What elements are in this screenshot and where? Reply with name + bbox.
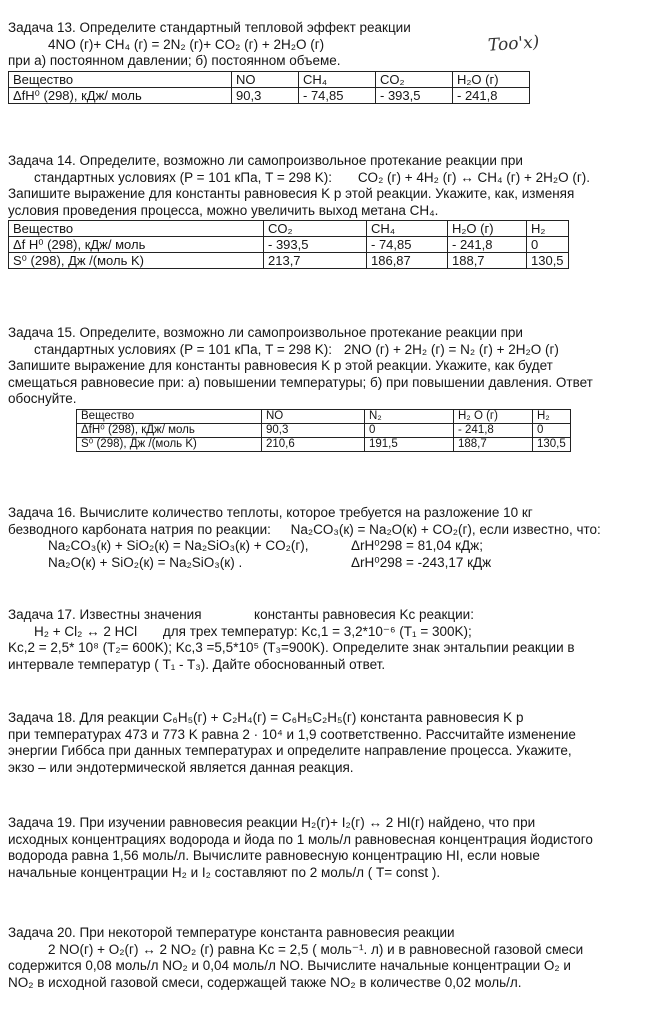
task-13-reaction: 4NO (г)+ CH₄ (г) = 2N₂ (г)+ CO₂ (г) + 2H₂O (г) <box>48 36 325 52</box>
task-16-eq1-reaction: Na₂CO₃(к) + SiO₂(к) = Na₂SiO₃(к) + CO₂(г), <box>48 538 309 553</box>
table-cell: NO <box>262 409 365 423</box>
task-16-eq1-enthalpy: ΔrH⁰298 = 81,04 кДж; <box>351 538 483 553</box>
task-19-line2: исходных концентрациях водорода и йода по 1 моль/л равновесная концентрация йодистого <box>8 831 593 847</box>
task-18-line3: энергии Гиббса при данных температурах и определите направление процесса. Укажите, <box>8 743 572 758</box>
task-20-line2: 2 NO(г) + O₂(г) ↔ 2 NO₂ (г) равна Kc = 2,5 ( моль⁻¹. л) и в равновесной газовой смеси <box>48 941 584 957</box>
table-cell: 186,87 <box>367 253 448 269</box>
task-15-line4: обоснуйте. <box>8 391 77 406</box>
task-17-line1 <box>8 624 658 641</box>
table-cell: CO₂ <box>376 71 453 87</box>
task-17-line3: интервале температур ( T₁ - T₃). Дайте обоснованный ответ. <box>8 656 386 672</box>
table-row-label: Вещество <box>77 409 262 423</box>
table-row-label: ΔfH⁰ (298), кДж/ моль <box>77 423 262 437</box>
task-17-line2: Kc,2 = 2,5* 10⁸ (T₂= 600K); Kc,3 =5,5*10⁵ (T₃=900K). Определите знак энтальпии реакции в <box>8 640 575 655</box>
task-17-reaction: H₂ + Cl₂ ↔ 2 HCl <box>34 623 138 639</box>
task-17-line1-rest: для трех температур: Kc,1 = 3,2*10⁻⁶ (T₁ = 300K); <box>162 623 472 639</box>
task-17-title: Задача 17. Известны значения константы равновесия Kc реакции: <box>8 607 474 622</box>
table-cell: 188,7 <box>454 437 533 451</box>
task-13-conditions: при а) постоянном давлении; б) постоянном объеме. <box>8 53 341 68</box>
task-15-line2: Запишите выражение для константы равновесия K p этой реакции. Укажите, как будет <box>8 358 553 373</box>
task-19-line4: начальные концентрации H₂ и I₂ составляют по 2 моль/л ( T= const ). <box>8 864 441 880</box>
table-cell: N₂ <box>365 409 454 423</box>
table-cell: H₂O (г) <box>453 71 530 87</box>
table-row-label: ΔfH⁰ (298), кДж/ моль <box>9 87 232 103</box>
task-18-line2: при температурах 473 и 773 K равна 2 · 10⁴ и 1,9 соответственно. Рассчитайте изменение <box>8 726 576 742</box>
task-14-reaction: CO₂ (г) + 4H₂ (г) ↔ CH₄ (г) + 2H₂O (г). <box>357 169 590 185</box>
table-row <box>9 221 569 237</box>
task-13 <box>8 20 658 104</box>
table-cell: 188,7 <box>448 253 527 269</box>
task-20 <box>8 925 658 991</box>
table-row <box>77 409 571 423</box>
table-row <box>9 87 530 103</box>
table-cell: H₂O (г) <box>448 221 527 237</box>
table-row-label: Δf H⁰ (298), кДж/ моль <box>9 237 264 253</box>
task-15-conditions <box>8 342 658 359</box>
task-18 <box>8 710 658 776</box>
task-14-conditions-text: стандартных условиях (P = 101 кПа, T = 298 K): <box>34 169 333 185</box>
task-16-title: Задача 16. Вычислите количество теплоты, которое требуется на разложение 10 кг <box>8 505 533 520</box>
table-cell: - 241,8 <box>448 237 527 253</box>
task-16 <box>8 505 658 571</box>
task-17 <box>8 607 658 673</box>
task-19 <box>8 815 658 881</box>
task-14-line2: Запишите выражение для константы равновесия K p этой реакции. Укажите, как, изменяя <box>8 186 575 201</box>
table-cell: 90,3 <box>232 87 299 103</box>
table-cell: - 393,5 <box>376 87 453 103</box>
table-row-label: Вещество <box>9 71 232 87</box>
table-cell: - 241,8 <box>454 423 533 437</box>
table-cell: CH₄ <box>299 71 376 87</box>
table-cell: 130,5 <box>533 437 571 451</box>
table-cell: NO <box>232 71 299 87</box>
task-18-line1: Задача 18. Для реакции C₆H₅(г) + C₂H₄(г) = C₆H₅C₂H₅(г) константа равновесия K p <box>8 710 524 725</box>
table-row <box>77 423 571 437</box>
task-15 <box>8 325 658 452</box>
table-cell: 213,7 <box>264 253 367 269</box>
task-20-line1: Задача 20. При некоторой температуре константа равновесия реакции <box>8 925 455 940</box>
table-row <box>77 437 571 451</box>
task-14 <box>8 153 658 269</box>
task-15-conditions-text: стандартных условиях (P = 101 кПа, T = 298 K): <box>34 341 333 357</box>
task-14-title: Задача 14. Определите, возможно ли самопроизвольное протекание реакции при <box>8 153 523 168</box>
task-16-line1 <box>8 522 658 539</box>
table-cell: 0 <box>365 423 454 437</box>
task-16-eq2 <box>8 555 658 572</box>
task-16-eq2-enthalpy: ΔrH⁰298 = -243,17 кДж <box>351 554 492 570</box>
task-15-title: Задача 15. Определите, возможно ли самопроизвольное протекание реакции при <box>8 325 523 340</box>
task-16-eq1 <box>8 538 658 555</box>
table-cell: - 393,5 <box>264 237 367 253</box>
table-cell: 210,6 <box>262 437 365 451</box>
task-14-conditions <box>8 170 658 187</box>
table-cell: 90,3 <box>262 423 365 437</box>
task-19-line1: Задача 19. При изучении равновесия реакции H₂(г)+ I₂(г) ↔ 2 HI(г) найдено, что при <box>8 815 536 830</box>
task-19-line3: водорода равна 1,56 моль/л. Вычислите равновесную концентрацию HI, если новые <box>8 848 540 863</box>
task-15-table <box>76 409 571 452</box>
task-14-line3: условия проведения процесса, можно увеличить выход метана CH₄. <box>8 202 439 218</box>
table-cell: 0 <box>527 237 569 253</box>
table-cell: 130,5 <box>527 253 569 269</box>
table-row-label: Вещество <box>9 221 264 237</box>
task-13-title: Задача 13. Определите стандартный тепловой эффект реакции <box>8 20 411 35</box>
task-20-line3: содержится 0,08 моль/л NO₂ и 0,04 моль/л NO. Вычислите начальные концентрации O₂ и <box>8 958 571 973</box>
task-15-line3: смещаться равновесие при: а) повышении температуры; б) при повышении давления. Ответ <box>8 374 593 390</box>
task-16-eq2-reaction: Na₂O(к) + SiO₂(к) = Na₂SiO₃(к) . <box>48 554 243 570</box>
task-16-line1-text: безводного карбоната натрия по реакции: <box>8 521 271 537</box>
table-row <box>9 237 569 253</box>
task-14-table <box>8 220 569 269</box>
table-cell: H₂ <box>533 409 571 423</box>
table-cell: CO₂ <box>264 221 367 237</box>
table-cell: 0 <box>533 423 571 437</box>
table-cell: H₂ <box>527 221 569 237</box>
table-cell: H₂ O (г) <box>454 409 533 423</box>
table-row-label: S⁰ (298), Дж /(моль K) <box>9 253 264 269</box>
table-row <box>9 71 530 87</box>
table-row <box>9 253 569 269</box>
handwritten-note: Too'x) <box>487 32 541 56</box>
table-cell: - 74,85 <box>299 87 376 103</box>
task-16-reaction: Na₂CO₃(к) = Na₂O(к) + CO₂(г), если известно, что: <box>290 521 601 537</box>
table-cell: 191,5 <box>365 437 454 451</box>
task-15-reaction: 2NO (г) + 2H₂ (г) = N₂ (г) + 2H₂O (г) <box>343 341 559 357</box>
table-row-label: S⁰ (298), Дж /(моль K) <box>77 437 262 451</box>
task-13-table <box>8 71 530 104</box>
table-cell: CH₄ <box>367 221 448 237</box>
task-20-line4: NO₂ в исходной газовой смеси, содержащей также NO₂ в количестве 0,02 моль/л. <box>8 974 522 990</box>
table-cell: - 74,85 <box>367 237 448 253</box>
task-18-line4: экзо – или эндотермической является данная реакция. <box>8 759 354 775</box>
table-cell: - 241,8 <box>453 87 530 103</box>
